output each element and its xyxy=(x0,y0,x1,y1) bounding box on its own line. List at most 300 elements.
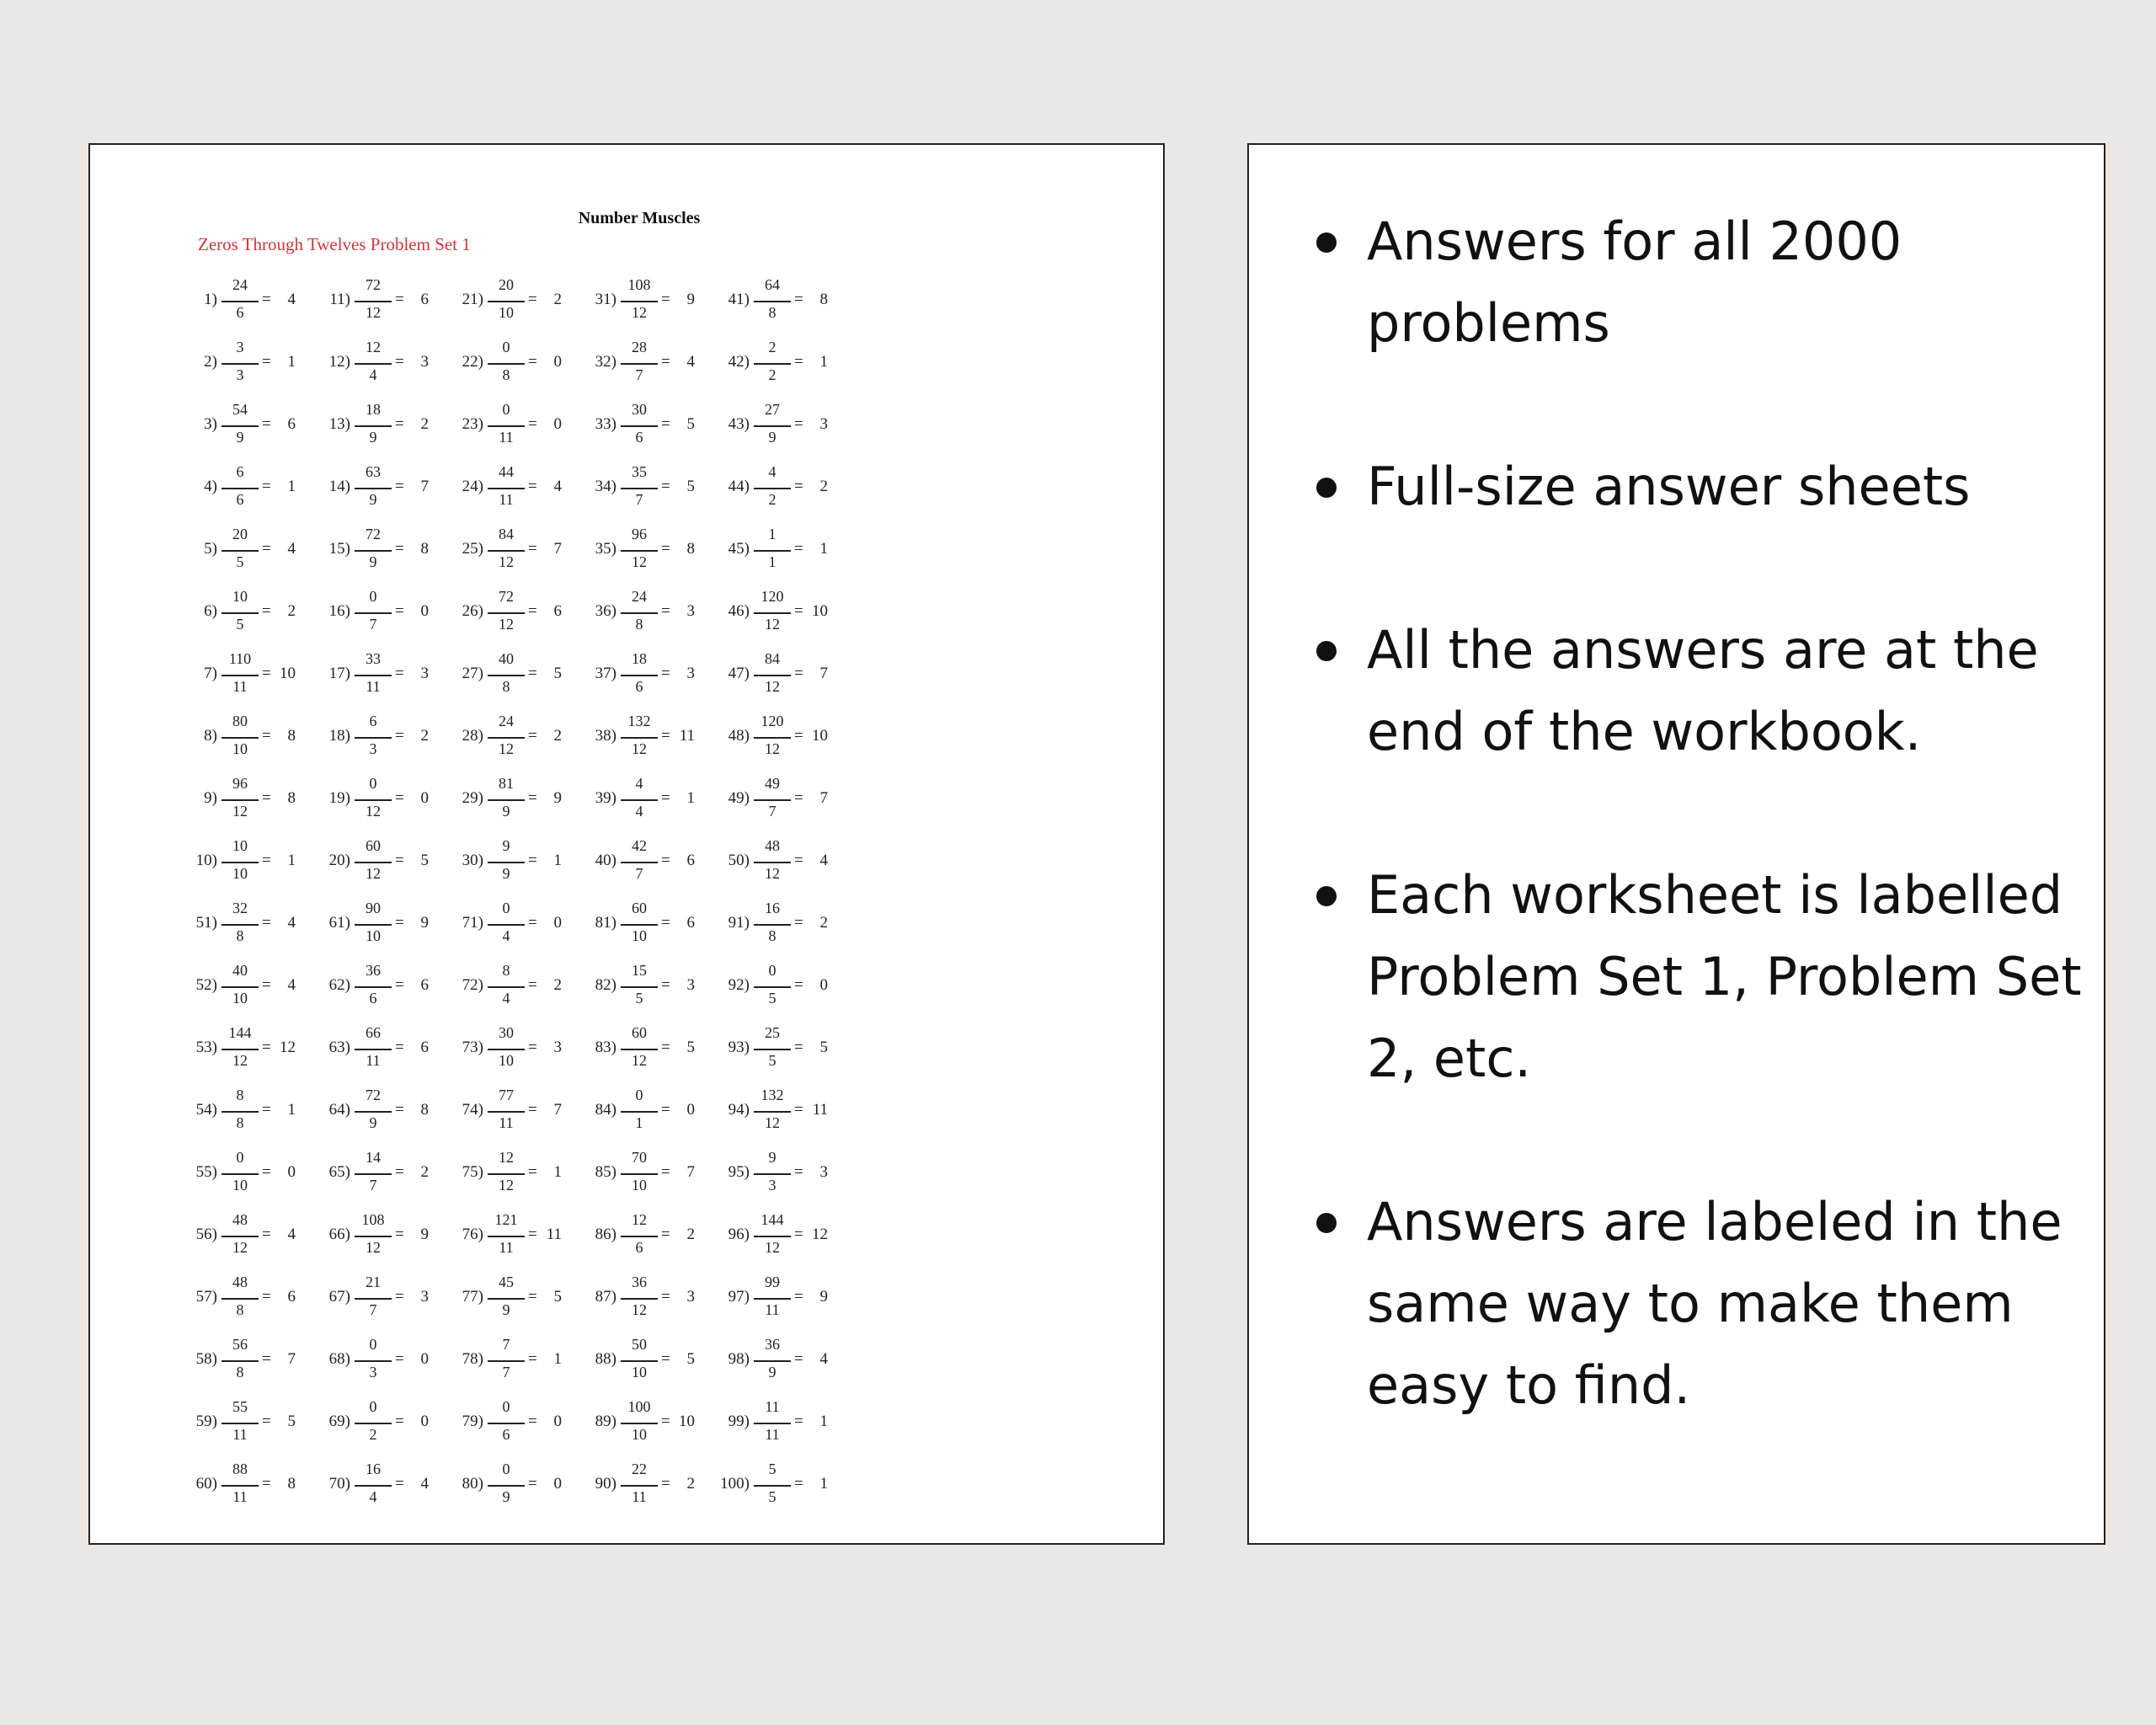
denominator: 5 xyxy=(236,616,244,633)
equals-sign: = xyxy=(528,852,537,869)
denominator: 12 xyxy=(765,616,780,633)
problem-number: 83) xyxy=(595,1039,616,1056)
fraction xyxy=(754,1454,791,1514)
equals-sign: = xyxy=(661,665,670,682)
numerator: 33 xyxy=(366,650,381,667)
answer: 1 xyxy=(553,852,562,869)
fraction xyxy=(488,1267,525,1327)
answer: 11 xyxy=(679,727,695,745)
denominator: 12 xyxy=(765,1114,780,1131)
feature-list xyxy=(1249,200,2104,1508)
problem-number: 23) xyxy=(462,415,483,433)
equals-sign: = xyxy=(528,1039,537,1056)
denominator: 9 xyxy=(502,1488,510,1505)
problem-number: 73) xyxy=(462,1039,483,1056)
answer: 12 xyxy=(812,1226,828,1243)
numerator: 12 xyxy=(499,1149,514,1166)
problem-number: 74) xyxy=(462,1101,483,1119)
fraction-bar xyxy=(754,1236,791,1237)
equals-sign: = xyxy=(661,540,670,558)
problem-number: 70) xyxy=(328,1475,350,1493)
equals-sign: = xyxy=(262,415,271,433)
problem-item xyxy=(324,519,451,579)
equals-sign: = xyxy=(262,1475,271,1493)
problem-number: 56) xyxy=(195,1226,217,1243)
answer: 11 xyxy=(812,1101,828,1119)
problem-item xyxy=(723,270,850,330)
equals-sign: = xyxy=(794,1475,803,1493)
fraction-bar xyxy=(221,1423,259,1424)
fraction xyxy=(355,955,392,1016)
numerator: 0 xyxy=(369,588,377,605)
fraction-bar xyxy=(355,924,392,926)
equals-sign: = xyxy=(794,1101,803,1119)
fraction-bar xyxy=(621,1111,658,1113)
problem-item xyxy=(191,955,318,1016)
numerator: 0 xyxy=(502,900,510,916)
denominator: 8 xyxy=(236,1364,244,1381)
fraction xyxy=(754,1329,791,1390)
answer: 0 xyxy=(553,1413,562,1430)
answer: 6 xyxy=(287,1288,296,1306)
feature-text: Answers for all 2000 problems xyxy=(1367,211,1903,354)
fraction-bar xyxy=(754,1298,791,1300)
problem-number: 50) xyxy=(728,852,750,869)
numerator: 64 xyxy=(765,276,780,293)
numerator: 63 xyxy=(366,463,381,480)
denominator: 2 xyxy=(369,1426,377,1443)
numerator: 49 xyxy=(765,775,780,792)
answer: 10 xyxy=(812,727,828,745)
problem-item xyxy=(191,706,318,766)
problem-number: 89) xyxy=(595,1413,616,1430)
denominator: 7 xyxy=(768,803,776,820)
fraction xyxy=(621,394,658,455)
answer: 11 xyxy=(546,1226,562,1243)
fraction-bar xyxy=(221,1360,259,1362)
denominator: 12 xyxy=(499,1177,514,1194)
fraction-bar xyxy=(621,301,658,302)
numerator: 108 xyxy=(361,1211,385,1228)
problem-number: 2) xyxy=(204,353,217,371)
problem-item xyxy=(723,457,850,517)
problem-item xyxy=(324,830,451,891)
fraction xyxy=(221,1454,259,1514)
fraction xyxy=(621,955,658,1016)
denominator: 3 xyxy=(369,1364,377,1381)
problem-number: 78) xyxy=(462,1350,483,1368)
fraction xyxy=(488,1017,525,1078)
problem-number: 22) xyxy=(462,353,483,371)
equals-sign: = xyxy=(395,727,404,745)
answer: 6 xyxy=(420,291,429,308)
numerator: 0 xyxy=(502,339,510,355)
fraction-bar xyxy=(355,737,392,739)
problem-number: 29) xyxy=(462,789,483,807)
problem-number: 61) xyxy=(328,914,350,932)
answer: 8 xyxy=(420,540,429,558)
fraction xyxy=(355,332,392,393)
problem-item xyxy=(723,519,850,579)
problem-item xyxy=(590,1267,717,1327)
fraction xyxy=(355,581,392,642)
equals-sign: = xyxy=(262,1413,271,1430)
problem-number: 9) xyxy=(204,789,217,807)
numerator: 70 xyxy=(632,1149,647,1166)
denominator: 9 xyxy=(369,1114,377,1131)
answer: 7 xyxy=(553,1101,562,1119)
fraction-bar xyxy=(754,799,791,801)
answer: 4 xyxy=(287,1226,296,1243)
numerator: 30 xyxy=(632,401,647,418)
denominator: 7 xyxy=(635,366,643,383)
fraction xyxy=(754,1142,791,1203)
problem-item xyxy=(324,893,451,953)
numerator: 36 xyxy=(366,962,381,979)
answer: 0 xyxy=(553,353,562,371)
fraction xyxy=(488,457,525,517)
answer: 2 xyxy=(420,415,429,433)
problem-number: 53) xyxy=(195,1039,217,1056)
fraction-bar xyxy=(488,363,525,365)
answer: 8 xyxy=(686,540,695,558)
problem-number: 16) xyxy=(328,602,350,620)
numerator: 5 xyxy=(768,1461,776,1477)
equals-sign: = xyxy=(661,478,670,495)
numerator: 120 xyxy=(760,713,784,729)
problem-number: 82) xyxy=(595,976,616,994)
equals-sign: = xyxy=(528,727,537,745)
equals-sign: = xyxy=(794,478,803,495)
answer: 0 xyxy=(819,976,828,994)
denominator: 3 xyxy=(236,366,244,383)
problem-item xyxy=(457,706,584,766)
fraction xyxy=(355,1204,392,1265)
fraction xyxy=(488,1142,525,1203)
numerator: 56 xyxy=(232,1336,248,1353)
fraction-bar xyxy=(754,1360,791,1362)
fraction-bar xyxy=(488,862,525,863)
fraction-bar xyxy=(355,1423,392,1424)
problem-number: 33) xyxy=(595,415,616,433)
fraction xyxy=(488,768,525,829)
problem-number: 1) xyxy=(204,291,217,308)
answer: 4 xyxy=(819,1350,828,1368)
equals-sign: = xyxy=(794,789,803,807)
denominator: 8 xyxy=(236,1301,244,1318)
equals-sign: = xyxy=(262,1350,271,1368)
fraction xyxy=(621,768,658,829)
fraction-bar xyxy=(355,986,392,988)
denominator: 6 xyxy=(369,990,377,1007)
problem-number: 15) xyxy=(328,540,350,558)
problem-number: 14) xyxy=(328,478,350,495)
numerator: 120 xyxy=(760,588,784,605)
answer: 6 xyxy=(287,415,296,433)
problem-number: 24) xyxy=(462,478,483,495)
equals-sign: = xyxy=(262,1226,271,1243)
numerator: 42 xyxy=(632,837,647,854)
denominator: 12 xyxy=(632,304,647,321)
fraction-bar xyxy=(355,612,392,614)
fraction xyxy=(221,1391,259,1452)
fraction xyxy=(754,644,791,704)
fraction xyxy=(221,270,259,330)
answer: 10 xyxy=(280,665,296,682)
answer: 2 xyxy=(420,727,429,745)
numerator: 14 xyxy=(366,1149,381,1166)
numerator: 96 xyxy=(632,526,647,542)
fraction xyxy=(221,332,259,393)
fraction xyxy=(488,955,525,1016)
numerator: 144 xyxy=(228,1024,252,1041)
problem-item xyxy=(590,581,717,642)
problem-number: 79) xyxy=(462,1413,483,1430)
fraction-bar xyxy=(621,550,658,552)
problem-number: 5) xyxy=(204,540,217,558)
equals-sign: = xyxy=(528,602,537,620)
numerator: 84 xyxy=(765,650,780,667)
fraction-bar xyxy=(621,1049,658,1050)
problem-number: 76) xyxy=(462,1226,483,1243)
fraction-bar xyxy=(754,862,791,863)
problem-item xyxy=(723,830,850,891)
denominator: 11 xyxy=(765,1301,780,1318)
problem-number: 17) xyxy=(328,665,350,682)
fraction-bar xyxy=(621,1236,658,1237)
numerator: 132 xyxy=(627,713,651,729)
answer: 4 xyxy=(553,478,562,495)
problem-item xyxy=(191,394,318,455)
fraction xyxy=(754,1267,791,1327)
numerator: 60 xyxy=(632,1024,647,1041)
numerator: 72 xyxy=(366,1087,381,1103)
feature-item xyxy=(1249,200,2104,364)
fraction-bar xyxy=(221,301,259,302)
problem-item xyxy=(457,1454,584,1514)
equals-sign: = xyxy=(528,540,537,558)
equals-sign: = xyxy=(794,914,803,932)
fraction xyxy=(621,1017,658,1078)
denominator: 8 xyxy=(236,1114,244,1131)
denominator: 11 xyxy=(632,1488,647,1505)
equals-sign: = xyxy=(661,1350,670,1368)
answer: 0 xyxy=(420,1413,429,1430)
answer: 3 xyxy=(819,1163,828,1181)
fraction xyxy=(754,332,791,393)
fraction xyxy=(488,1204,525,1265)
answer: 7 xyxy=(819,665,828,682)
problem-item xyxy=(590,1017,717,1078)
problem-number: 13) xyxy=(328,415,350,433)
problem-item xyxy=(723,394,850,455)
problem-item xyxy=(723,332,850,393)
answer: 1 xyxy=(686,789,695,807)
answer: 0 xyxy=(287,1163,296,1181)
fraction-bar xyxy=(754,363,791,365)
fraction xyxy=(355,1454,392,1514)
problem-item xyxy=(191,1142,318,1203)
equals-sign: = xyxy=(262,789,271,807)
bullet-icon xyxy=(1316,478,1337,498)
fraction xyxy=(221,1080,259,1140)
numerator: 45 xyxy=(499,1274,514,1290)
numerator: 50 xyxy=(632,1336,647,1353)
problem-item xyxy=(457,581,584,642)
equals-sign: = xyxy=(528,1226,537,1243)
problem-number: 40) xyxy=(595,852,616,869)
equals-sign: = xyxy=(661,789,670,807)
problem-item xyxy=(324,644,451,704)
fraction xyxy=(754,893,791,953)
equals-sign: = xyxy=(528,478,537,495)
answer: 8 xyxy=(287,727,296,745)
equals-sign: = xyxy=(661,1039,670,1056)
problem-number: 26) xyxy=(462,602,483,620)
fraction xyxy=(754,1391,791,1452)
problem-number: 11) xyxy=(329,291,350,308)
answer: 2 xyxy=(553,291,562,308)
problem-item xyxy=(324,394,451,455)
numerator: 16 xyxy=(366,1461,381,1477)
problem-number: 18) xyxy=(328,727,350,745)
problem-item xyxy=(191,1329,318,1390)
fraction-bar xyxy=(621,488,658,489)
fraction xyxy=(621,581,658,642)
problem-item xyxy=(324,1017,451,1078)
fraction xyxy=(355,270,392,330)
fraction xyxy=(221,1017,259,1078)
equals-sign: = xyxy=(528,1163,537,1181)
numerator: 44 xyxy=(499,463,514,480)
fraction xyxy=(621,270,658,330)
equals-sign: = xyxy=(395,914,404,932)
numerator: 0 xyxy=(635,1087,643,1103)
problem-item xyxy=(457,768,584,829)
answer: 4 xyxy=(819,852,828,869)
equals-sign: = xyxy=(661,1475,670,1493)
problem-number: 39) xyxy=(595,789,616,807)
denominator: 12 xyxy=(499,616,514,633)
denominator: 4 xyxy=(502,927,510,944)
problem-number: 88) xyxy=(595,1350,616,1368)
denominator: 11 xyxy=(366,678,381,695)
problem-item xyxy=(723,1080,850,1140)
problem-item xyxy=(457,332,584,393)
problem-item xyxy=(457,1017,584,1078)
answer: 1 xyxy=(287,478,296,495)
fraction-bar xyxy=(754,737,791,739)
feature-text: Answers are labeled in the same way to make them easy to find. xyxy=(1367,1191,2063,1416)
problem-number: 10) xyxy=(195,852,217,869)
answer: 7 xyxy=(553,540,562,558)
fraction-bar xyxy=(355,1049,392,1050)
fraction-bar xyxy=(355,488,392,489)
fraction-bar xyxy=(488,1173,525,1175)
denominator: 9 xyxy=(236,429,244,446)
problem-item xyxy=(191,893,318,953)
denominator: 8 xyxy=(502,678,510,695)
problem-item xyxy=(590,394,717,455)
equals-sign: = xyxy=(262,602,271,620)
problem-item xyxy=(324,270,451,330)
answer: 6 xyxy=(686,852,695,869)
problem-item xyxy=(191,1454,318,1514)
problem-item xyxy=(457,955,584,1016)
problem-item xyxy=(191,768,318,829)
numerator: 60 xyxy=(632,900,647,916)
problem-number: 54) xyxy=(195,1101,217,1119)
problem-item xyxy=(723,1267,850,1327)
fraction xyxy=(221,830,259,891)
numerator: 27 xyxy=(765,401,780,418)
answer: 0 xyxy=(553,914,562,932)
fraction xyxy=(754,955,791,1016)
fraction-bar xyxy=(621,924,658,926)
equals-sign: = xyxy=(395,291,404,308)
problem-number: 38) xyxy=(595,727,616,745)
equals-sign: = xyxy=(528,976,537,994)
problem-number: 4) xyxy=(204,478,217,495)
problem-number: 64) xyxy=(328,1101,350,1119)
equals-sign: = xyxy=(395,789,404,807)
denominator: 11 xyxy=(499,429,514,446)
equals-sign: = xyxy=(262,665,271,682)
fraction xyxy=(355,1017,392,1078)
denominator: 10 xyxy=(499,304,514,321)
equals-sign: = xyxy=(794,291,803,308)
equals-sign: = xyxy=(262,1101,271,1119)
fraction-bar xyxy=(754,986,791,988)
numerator: 121 xyxy=(494,1211,518,1228)
denominator: 11 xyxy=(232,1488,248,1505)
features-panel xyxy=(1247,143,2105,1545)
answer: 0 xyxy=(420,602,429,620)
problem-number: 34) xyxy=(595,478,616,495)
answer: 4 xyxy=(287,291,296,308)
problem-item xyxy=(590,955,717,1016)
equals-sign: = xyxy=(794,540,803,558)
answer: 3 xyxy=(686,976,695,994)
numerator: 84 xyxy=(499,526,514,542)
problem-number: 60) xyxy=(195,1475,217,1493)
problem-item xyxy=(723,1204,850,1265)
numerator: 0 xyxy=(369,1336,377,1353)
problem-item xyxy=(457,270,584,330)
fraction-bar xyxy=(621,1173,658,1175)
denominator: 12 xyxy=(632,1301,647,1318)
problem-item xyxy=(590,893,717,953)
fraction-bar xyxy=(488,1298,525,1300)
fraction xyxy=(754,768,791,829)
denominator: 10 xyxy=(499,1052,514,1069)
fraction-bar xyxy=(754,1173,791,1175)
numerator: 11 xyxy=(765,1398,780,1415)
equals-sign: = xyxy=(794,353,803,371)
denominator: 2 xyxy=(768,366,776,383)
problem-item xyxy=(590,706,717,766)
denominator: 12 xyxy=(232,1052,248,1069)
fraction xyxy=(221,706,259,766)
denominator: 6 xyxy=(502,1426,510,1443)
feature-item xyxy=(1249,854,2104,1099)
numerator: 60 xyxy=(366,837,381,854)
fraction-bar xyxy=(488,1049,525,1050)
numerator: 16 xyxy=(765,900,780,916)
fraction xyxy=(355,644,392,704)
problem-number: 48) xyxy=(728,727,750,745)
denominator: 10 xyxy=(232,865,248,882)
